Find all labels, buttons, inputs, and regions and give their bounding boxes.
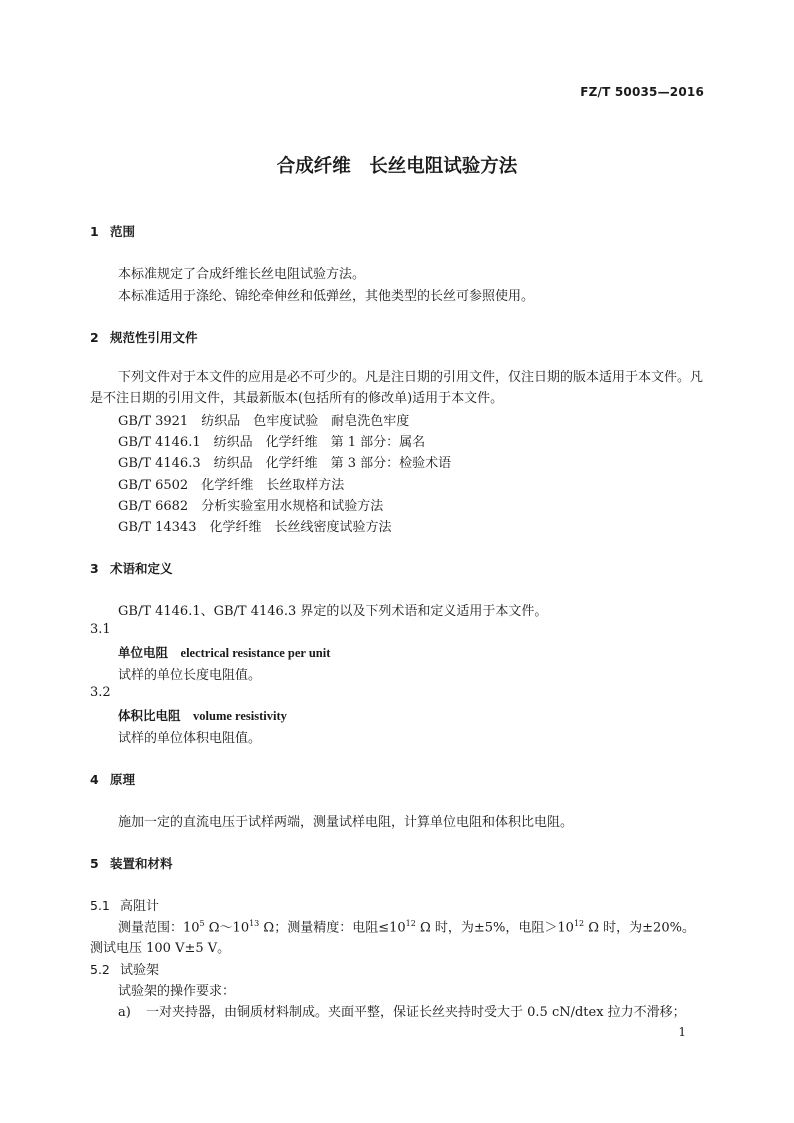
scope-paragraph-1: 本标准规定了合成纤维长丝电阻试验方法。: [118, 267, 366, 282]
reference-item: GB/T 4146.1 纺织品 化学纤维 第 1 部分：属名: [118, 435, 426, 450]
section-heading-normative-references: [90, 328, 198, 346]
section-title: 原理: [110, 772, 136, 787]
spec-text: Ω～10: [204, 920, 250, 936]
exponent: 13: [249, 919, 260, 928]
section-title: 规范性引用文件: [110, 330, 198, 345]
list-item: [118, 1001, 686, 1020]
subsection-title: 高阻计: [120, 899, 160, 914]
spec-text: Ω；测量精度：电阻≤10: [259, 920, 406, 936]
subsection-number: 5.1: [90, 898, 110, 913]
term-definition: 试样的单位体积电阻值。: [118, 731, 262, 746]
spec-text: Ω 时，为±5%，电阻＞10: [415, 920, 574, 936]
scope-paragraph-2: 本标准适用于涤纶、锦纶牵伸丝和低弹丝，其他类型的长丝可参照使用。: [118, 289, 535, 304]
term-definition: 试样的单位长度电阻值。: [118, 668, 262, 683]
subsection-heading: [90, 959, 159, 978]
section-number: 3: [90, 561, 99, 576]
section-number: 5: [90, 856, 99, 871]
term-name: [118, 643, 330, 661]
term-name: [118, 706, 287, 724]
exponent: 12: [573, 919, 585, 928]
subsection-title: 试验架: [120, 963, 160, 978]
list-item-text: 一对夹持器，由铜质材料制成。夹面平整，保证长丝夹持时受大于 0.5 cN/dtex 拉力不滑移；: [146, 1005, 686, 1020]
term-name-zh: 单位电阻: [118, 645, 169, 660]
term-name-zh: 体积比电阻: [118, 708, 181, 723]
term-number: 3.2: [90, 685, 111, 700]
exponent: 12: [405, 919, 416, 928]
section-title: 装置和材料: [110, 856, 173, 871]
reference-item: GB/T 4146.3 纺织品 化学纤维 第 3 部分：检验术语: [118, 456, 452, 471]
spec-text: Ω 时，为±20%。测试电压 100 V±5 V。: [90, 920, 695, 957]
section-heading-principle: [90, 770, 135, 788]
reference-item: GB/T 14343 化学纤维 长丝线密度试验方法: [118, 520, 392, 535]
term-number: 3.1: [90, 622, 111, 637]
section-number: 1: [90, 224, 99, 239]
reference-item: GB/T 6502 化学纤维 长丝取样方法: [118, 478, 345, 493]
standard-code: FZ/T 50035—2016: [580, 85, 704, 99]
page-number: 1: [678, 1025, 686, 1039]
terms-intro-paragraph: GB/T 4146.1、GB/T 4146.3 界定的以及下列术语和定义适用于本文件。: [118, 604, 548, 619]
term-name-en: volume resistivity: [193, 709, 287, 723]
section-number: 4: [90, 772, 99, 787]
reference-item: GB/T 6682 分析实验室用水规格和试验方法: [118, 499, 384, 514]
spec-text: 测量范围：10: [118, 920, 200, 936]
resistance-meter-spec-paragraph: [90, 913, 706, 959]
section-title: 术语和定义: [110, 561, 173, 576]
subsection-number: 5.2: [90, 962, 110, 977]
section-heading-terms: [90, 559, 173, 577]
reference-item: GB/T 3921 纺织品 色牢度试验 耐皂洗色牢度: [118, 414, 410, 429]
section-heading-scope: [90, 222, 135, 240]
section-heading-apparatus: [90, 854, 173, 872]
exponent: 5: [199, 919, 205, 928]
list-item-label: a): [118, 1005, 131, 1020]
section-title: 范围: [110, 224, 136, 239]
document-title: 合成纤维 长丝电阻试验方法: [276, 156, 518, 177]
section-number: 2: [90, 330, 99, 345]
references-intro-paragraph: 下列文件对于本文件的应用是必不可少的。凡是注日期的引用文件，仅注日期的版本适用于本文件。凡是不注日期的引用文件，其最新版本(包括所有的修改单)适用于本文件。: [90, 370, 704, 406]
subsection-heading: [90, 895, 159, 914]
term-name-en: electrical resistance per unit: [180, 646, 331, 660]
test-frame-intro: 试验架的操作要求：: [118, 984, 236, 999]
principle-paragraph: 施加一定的直流电压于试样两端，测量试样电阻，计算单位电阻和体积比电阻。: [118, 815, 574, 830]
